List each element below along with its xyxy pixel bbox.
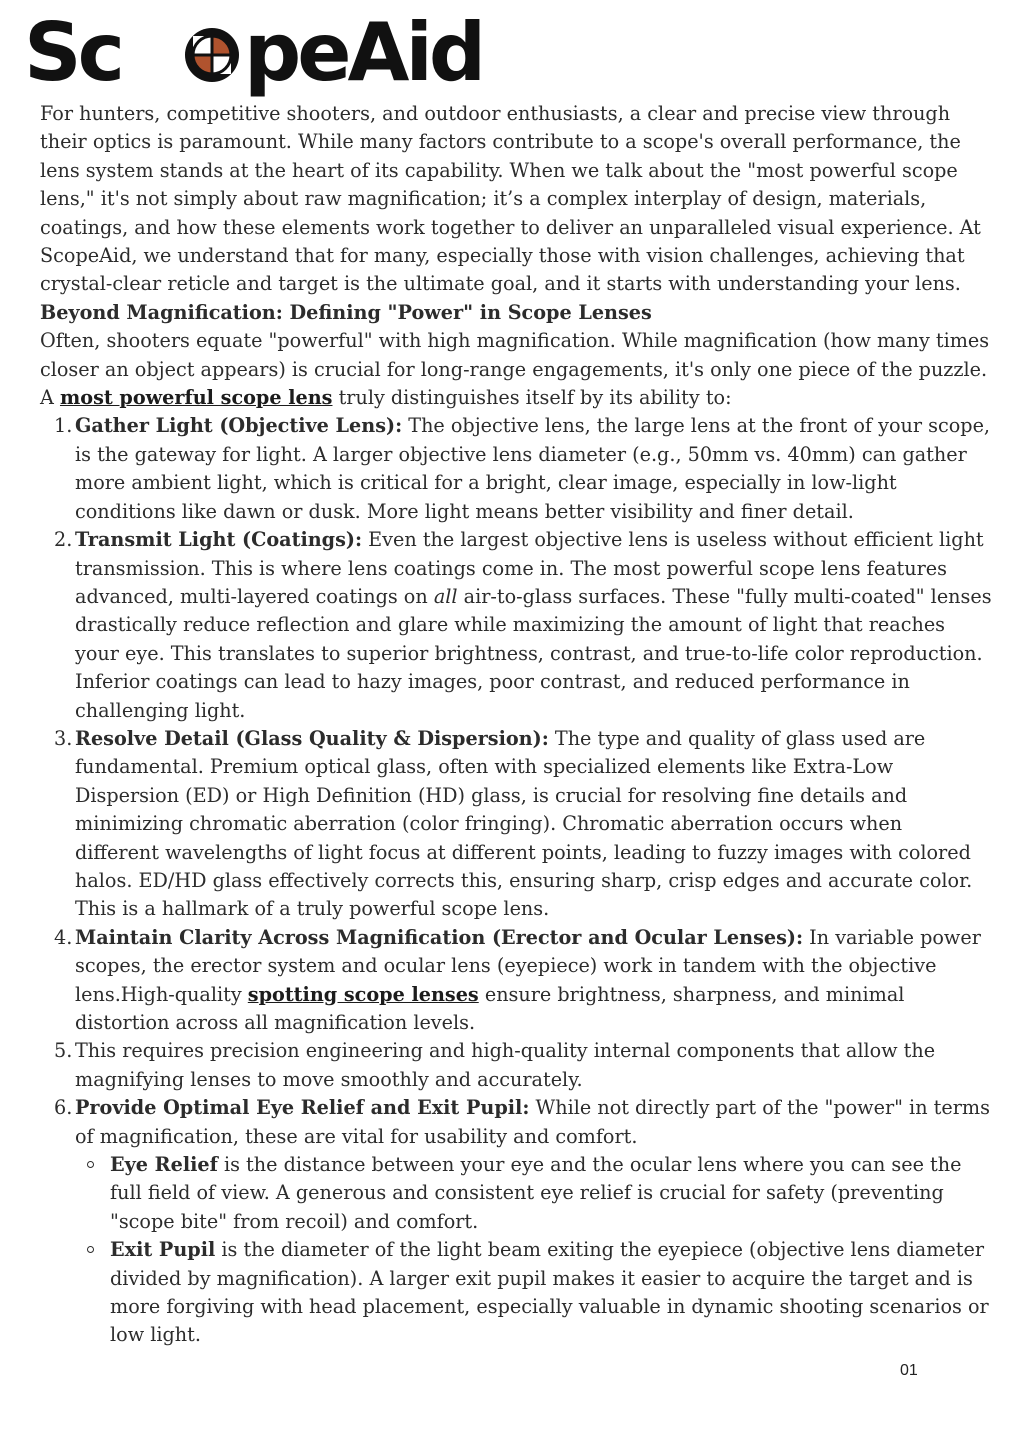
numbered-list xyxy=(40,412,992,1349)
list-number: 5. xyxy=(54,1039,73,1063)
bullet-item-title: Exit Pupil xyxy=(110,1238,216,1262)
section-heading: Beyond Magnification: Defining "Power" in Scope Lenses xyxy=(40,300,652,324)
list-number: 2. xyxy=(54,528,73,552)
bullet-list xyxy=(75,1151,992,1350)
scopeaid-logo xyxy=(22,10,522,98)
list-number: 4. xyxy=(54,925,73,949)
circle-bullet-icon xyxy=(87,1161,94,1168)
page-number: 01 xyxy=(900,1362,918,1379)
list-number: 3. xyxy=(54,726,73,750)
list-number: 6. xyxy=(54,1096,73,1120)
list-item-text: ensure brightness, sharpness, and minimal distortion across all magnification levels. xyxy=(75,982,905,1034)
emphasis-text: all xyxy=(433,584,458,608)
list-item xyxy=(40,526,992,725)
list-item-text: In variable power scopes, the erector system and ocular lens (eyepiece) work in tandem with the objective lens.High-quality xyxy=(75,925,981,1006)
list-item-text: The type and quality of glass used are fundamental. Premium optical glass, often with specialized elements like Extra-Low Dispersion (ED) or High Definition (HD) glass, is crucial for resolving fine details and minimizing chromatic aberration (color fringing). Chromatic aberration occurs when different wavelengths of light focus at different points, leading to fuzzy images with colored halos. ED/HD glass effectively corrects this, ensuring sharp, crisp edges and accurate color. This is a hallmark of a truly powerful scope lens. xyxy=(75,726,973,921)
list-number: 1. xyxy=(54,414,73,438)
list-item xyxy=(40,725,992,924)
list-item-title: Gather Light (Objective Lens): xyxy=(75,414,403,438)
list-item xyxy=(40,924,992,1038)
list-item-title: Provide Optimal Eye Relief and Exit Pupil: xyxy=(75,1096,530,1120)
list-item-text: This requires precision engineering and high-quality internal components that allow the magnifying lenses to move smoothly and accurately. xyxy=(75,1039,936,1091)
logo-text-sc: Sc xyxy=(24,10,122,98)
list-item-title: Maintain Clarity Across Magnification (Erector and Ocular Lenses): xyxy=(75,925,804,949)
list-item-text: While not directly part of the "power" in terms of magnification, these are vital for usability and comfort. xyxy=(75,1096,990,1148)
bullet-item xyxy=(75,1236,992,1350)
list-item-text: Even the largest objective lens is useless without efficient light transmission. This is where lens coatings come in. The most powerful scope lens features advanced, multi-layered coatings on xyxy=(75,528,984,608)
list-item-text: air-to-glass surfaces. These "fully multi-coated" lenses drastically reduce reflection and glare while maximizing the amount of light that reaches your eye. This translates to superior brightness, contrast, and true-to-life color reproduction. Inferior coatings can lead to hazy images, poor contrast, and reduced performance in challenging light. xyxy=(75,584,992,722)
crosshair-icon xyxy=(185,28,239,82)
logo-text-peaid: peAid xyxy=(244,10,483,98)
most-powerful-scope-lens-link[interactable]: most powerful scope lens xyxy=(59,386,333,410)
list-item xyxy=(40,1094,992,1350)
bullet-item-text: is the diameter of the light beam exiting the eyepiece (objective lens diameter divided by magnification). A larger exit pupil makes it easier to acquire the target and is more forgiving with head placement, especially valuable in dynamic shooting scenarios or low light. xyxy=(110,1238,989,1347)
spotting-scope-lenses-link[interactable]: spotting scope lenses xyxy=(247,982,479,1006)
article-body xyxy=(40,100,992,1350)
list-item xyxy=(40,1037,992,1094)
list-item-text: The objective lens, the large lens at the front of your scope, is the gateway for light. A larger objective lens diameter (e.g., 50mm vs. 40mm) can gather more ambient light, which is critical for a bright, clear image, especially in low-light conditions like dawn or dusk. More light means better visibility and finer detail. xyxy=(75,414,991,523)
list-item-title: Transmit Light (Coatings): xyxy=(75,528,363,552)
list-item-title: Resolve Detail (Glass Quality & Dispersion): xyxy=(75,726,549,750)
intro-paragraph: For hunters, competitive shooters, and outdoor enthusiasts, a clear and precise view through their optics is paramount. While many factors contribute to a scope's overall performance, the lens system stands at the heart of its capability. When we talk about the "most powerful scope lens," it's not simply about raw magnification; it’s a complex interplay of design, materials, coatings, and how these elements work together to deliver an unparalleled visual experience. At ScopeAid, we understand that for many, especially those with vision challenges, achieving that crystal-clear reticle and target is the ultimate goal, and it starts with understanding your lens. xyxy=(40,102,981,296)
bullet-item-title: Eye Relief xyxy=(110,1153,218,1177)
section-lead: Often, shooters equate "powerful" with high magnification. While magnification (how many times closer an object appears) is crucial for long-range engagements, it's only one piece of the puzzle. A most powerful scope lens truly distinguishes itself by its ability to: xyxy=(40,329,990,410)
list-item xyxy=(40,412,992,526)
bullet-item xyxy=(75,1151,992,1236)
circle-bullet-icon xyxy=(87,1246,94,1253)
bullet-item-text: is the distance between your eye and the ocular lens where you can see the full field of view. A generous and consistent eye relief is crucial for safety (preventing "scope bite" from recoil) and comfort. xyxy=(110,1153,962,1233)
